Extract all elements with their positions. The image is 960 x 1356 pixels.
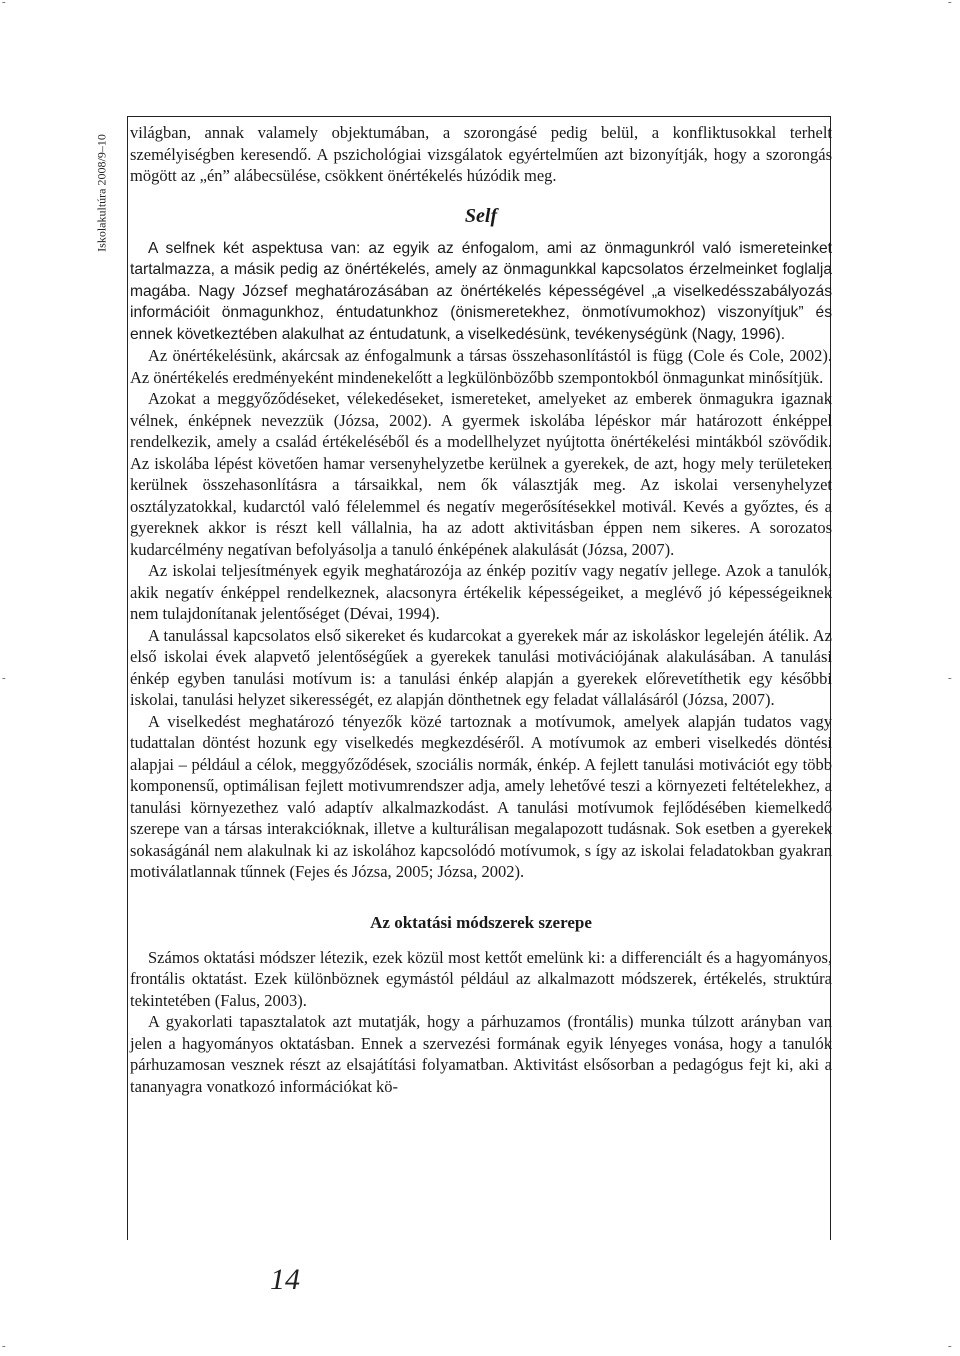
self-paragraph-1: A selfnek két aspektusa van: az egyik az énfogalom, ami az önmagunkról való ismereteinket tartalmazza, a másik pedig az önértékelés, amely az önmagunkkal kapcsolatos érzelmeinket foglalja magába. Nagy József meghatározásában az önértékelés képességével „a viselkedésszabályozás információit önmagunkhoz, éntudatunkhoz (önismeretekhez, önmotívumokhoz) viszonyítjuk” és ennek következtében alakulhat az éntudatunk, a viselkedésünk, tevékenységünk (Nagy, 1996). [130,239,832,343]
page-body [130,122,832,1097]
section-paragraph-1: Számos oktatási módszer létezik, ezek közül most kettőt emelünk ki: a differenciált és a hagyományos, frontális oktatást. Ezek különböznek egymástól például az alkalmazott módszerek, értékelés, struktúra tekintetében (Falus, 2003). [130,947,832,1010]
crop-mark: - [2,672,6,684]
frame-top-rule [127,116,831,117]
page-number: 14 [270,1263,300,1296]
self-paragraph-2: Az önértékelésünk, akárcsak az énfogalmunk a társas összehasonlítástól is függ (Cole és Cole, 2002). Az önértékelés eredményeként mindenekelőtt a legkülönbözőbb szempontokból önmagunkat minősítjük. [130,346,832,387]
body-paragraph-6: A viselkedést meghatározó tényezők közé tartoznak a motívumok, amelyek alapján tudatos vagy tudattalan döntést hozunk egy viselkedés megkezdéséről. A motívumok az emberi viselkedés döntési alapjai – például a célok, meggyőződések, szociális normák, énkép. A fejlett tanulási motivációt egy több komponensű, optimálisan fejlett motivumrendszer adja, amely lehetővé teszi a környezeti feltételekhez, a tanulási környezethez való adaptív alkalmazkodást. A tanulási motívumok fejlődésében kiemelkedő szerepe van a társas interakcióknak, illetve a kulturálisan megalapozott tudásnak. Sok esetben a gyerekek sokaságánál nem alakulnak ki az iskolához kapcsolódó motívumok, s így az iskolai feladatokban gyakran motiválatlannak tűnnek (Fejes és Józsa, 2005; Józsa, 2002). [130,711,832,881]
crop-mark: - [948,1340,952,1352]
section-heading: Az oktatási módszerek szerepe [370,912,592,932]
intro-paragraph: világban, annak valamely objektumában, a szorongásé pedig belül, a konfliktusokkal terhelt személyiségben keresendő. A pszichológiai vizsgálatok egyértelműen azt bizonyítják, hogy a szorongás mögött az „én” alábecsülése, csökkent önértékelés húzódik meg. [130,123,832,185]
section-paragraph-2: A gyakorlati tapasztalatok azt mutatják, hogy a párhuzamos (frontális) munka túlzott arányban van jelen a hagyományos oktatásban. Ennek a szervezési formának egyik lényeges vonása, hogy a tanulók párhuzamosan vesznek részt az elsajátítási folyamatban. Aktivitást elsősorban a pedagógus fejt ki, aki a tananyagra vonatkozó információkat kö- [130,1012,832,1096]
body-paragraph-4: Az iskolai teljesítmények egyik meghatározója az énkép pozitív vagy negatív jellege. Azok a tanulók, akik negatív énképpel rendelkeznek, alacsonyra értékelik képességeiket, a meglévő jó képességeiknek nem tulajdonítanak jelentőséget (Dévai, 1994). [130,561,832,623]
body-paragraph-5: A tanulással kapcsolatos első sikereket és kudarcokat a gyerekek már az iskoláskor legelején átélik. Az első iskolai évek alapvető jelentőségűek a gyerekek tanulási motivációjának alakulásában. A tanulási énkép egyben tanulási motívum is: a tanulási énkép alapján a gyerekek előrevetíthetik egy későbbi iskolai, tanulási helyzet sikerességét, ez alapján dönthetnek egy feladat vállalásáról (Józsa, 2007). [130,625,832,709]
crop-mark: - [948,672,952,684]
running-head [92,118,112,268]
crop-mark: - [2,0,6,8]
self-heading: Self [464,204,498,227]
running-head-text: Iskolakultúra 2008/9–10 [94,134,109,252]
crop-mark: - [948,0,952,8]
frame-left-rule [127,116,128,1240]
body-paragraph-3: Azokat a meggyőződéseket, vélekedéseket, ismereteket, amelyeket az emberek önmagukra igaznak vélnek, énképnek nevezzük (Józsa, 2002). A gyermek iskolába lépéskor már határozott énképpel rendelkezik, amely a család értékeléséből és a modellhelyzet nyújtotta önértékelési mintákból szövődik. Az iskolába lépést követően hamar versenyhelyzetbe kerülnek a gyerekek, de azt, hogy mely területeken kerülnek összehasonlításra a társaikkal, nem ők választják meg. Az iskolai versenyhelyzet osztályzatokkal, kudarctól való félelemmel és negatív megerősítésekkel motivál. Kevés a győztes, és a gyereknek akkor is részt kell vállalnia, ha az adott aktivitásban éppen nem sikeres. A sorozatos kudarcélmény negatívan befolyásolja a tanuló énképének alakulását (Józsa, 2007). [130,389,832,559]
crop-mark: - [2,1340,6,1352]
